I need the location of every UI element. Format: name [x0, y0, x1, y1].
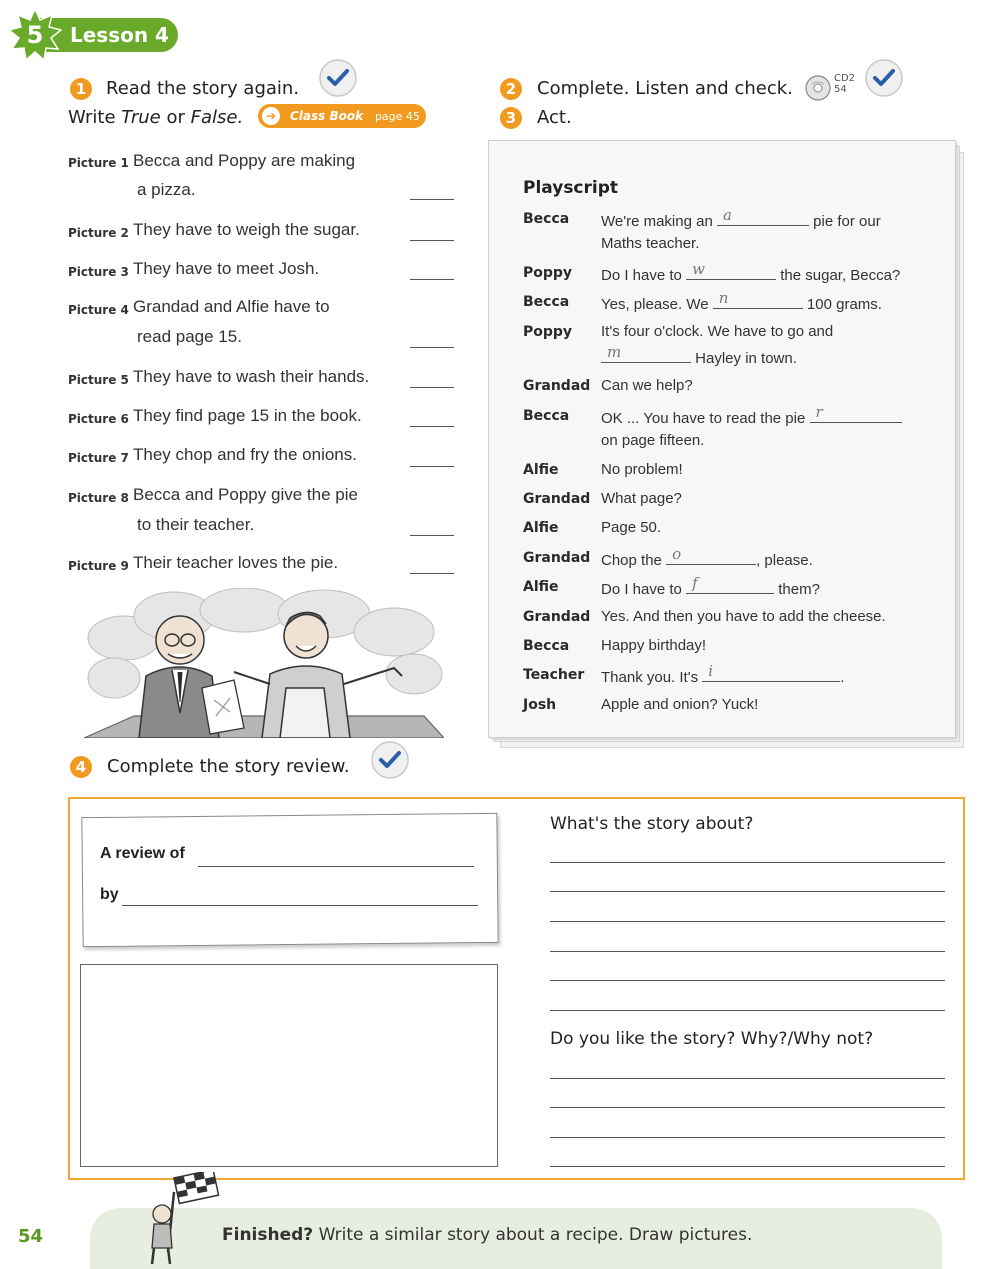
- review-title-input[interactable]: [198, 866, 474, 867]
- script-line-cont: on page fifteen.: [601, 432, 705, 449]
- picture-label: Picture 5: [68, 373, 129, 387]
- track-number: 54: [834, 84, 847, 95]
- speaker-name: Grandad: [523, 550, 591, 566]
- classbook-badge[interactable]: [258, 104, 426, 128]
- hint-letter: m: [607, 343, 622, 361]
- script-line: Happy birthday!: [601, 637, 707, 654]
- classbook-label: Class Book: [290, 109, 364, 123]
- gap-fill-blank[interactable]: [686, 260, 776, 280]
- line-text: Hayley in town.: [695, 350, 797, 367]
- true-word: True: [121, 107, 161, 128]
- hint-letter: o: [672, 545, 682, 563]
- statement-text-cont: a pizza.: [137, 180, 196, 199]
- page-number: 54: [18, 1226, 44, 1247]
- hint-letter: f: [692, 574, 698, 592]
- question-story-about: What's the story about?: [550, 814, 754, 834]
- speaker-name: Poppy: [523, 324, 573, 340]
- script-line: Can we help?: [601, 377, 693, 394]
- speaker-name: Alfie: [523, 520, 559, 536]
- line-text: Yes, please. We: [601, 296, 709, 313]
- story-illustration: [84, 588, 444, 738]
- gap-fill-blank[interactable]: [601, 343, 691, 363]
- flag-checks: [174, 1172, 219, 1203]
- picture-label: Picture 2: [68, 226, 129, 240]
- exercise-1-subinstruction: [68, 107, 243, 128]
- answer-line[interactable]: [550, 980, 945, 981]
- speaker-name: Becca: [523, 638, 570, 654]
- exercise-3-number: 3: [500, 107, 522, 129]
- script-line: [601, 574, 820, 598]
- exercise-4-instruction: Complete the story review.: [107, 756, 350, 777]
- answer-line[interactable]: [550, 921, 945, 922]
- picture-label: Picture 8: [68, 491, 129, 505]
- gap-fill-blank[interactable]: [713, 289, 803, 309]
- picture-label: Picture 3: [68, 265, 129, 279]
- answer-line[interactable]: [550, 862, 945, 863]
- answer-blank[interactable]: [410, 387, 454, 388]
- classbook-page: page 45: [374, 110, 420, 123]
- answer-blank[interactable]: [410, 279, 454, 280]
- script-line: [601, 260, 901, 284]
- review-of-label: A review of: [100, 845, 185, 862]
- finished-instruction: [222, 1225, 752, 1245]
- script-line: No problem!: [601, 461, 683, 478]
- answer-blank[interactable]: [410, 347, 454, 348]
- line-text: them?: [778, 581, 820, 598]
- line-text: We're making an: [601, 213, 713, 230]
- finished-label: Finished?: [222, 1225, 314, 1245]
- script-line: Yes. And then you have to add the cheese.: [601, 608, 886, 625]
- gap-fill-blank[interactable]: [810, 403, 902, 423]
- picture-label: Picture 7: [68, 451, 129, 465]
- script-line: Apple and onion? Yuck!: [601, 696, 759, 713]
- exercise-2-instruction: Complete. Listen and check.: [537, 78, 793, 99]
- exercise-3-instruction: Act.: [537, 107, 572, 128]
- checkered-flag-icon: [138, 1172, 220, 1268]
- check-icon[interactable]: [370, 740, 410, 780]
- speaker-name: Grandad: [523, 609, 591, 625]
- statement-text: Becca and Poppy are making: [133, 151, 356, 170]
- review-title-card: [81, 813, 498, 947]
- speaker-name: Teacher: [523, 667, 585, 683]
- statement-text: They chop and fry the onions.: [133, 445, 357, 464]
- check-icon[interactable]: [318, 58, 358, 98]
- speaker-name: Josh: [523, 697, 557, 713]
- gap-fill-blank[interactable]: [702, 662, 840, 682]
- hint-letter: r: [815, 403, 823, 421]
- line-text: OK ... You have to read the pie: [601, 410, 806, 427]
- arrow-right-icon: ➔: [262, 107, 280, 125]
- review-author-input[interactable]: [122, 905, 478, 906]
- statement-text-cont: read page 15.: [137, 327, 242, 346]
- hint-letter: i: [708, 662, 714, 680]
- speaker-name: Grandad: [523, 491, 591, 507]
- line-text: .: [840, 669, 845, 686]
- check-icon[interactable]: [864, 58, 904, 98]
- statement-text: They find page 15 in the book.: [133, 406, 362, 425]
- exercise-1-instruction: Read the story again.: [106, 78, 300, 99]
- hint-letter: w: [692, 260, 705, 278]
- script-line: Page 50.: [601, 519, 662, 536]
- speaker-name: Becca: [523, 408, 570, 424]
- answer-blank[interactable]: [410, 535, 454, 536]
- script-line: [601, 206, 881, 230]
- script-line-cont: Maths teacher.: [601, 235, 700, 252]
- cd-icon[interactable]: [804, 74, 832, 102]
- answer-blank[interactable]: [410, 240, 454, 241]
- answer-line[interactable]: [550, 1137, 945, 1138]
- script-line: It's four o'clock. We have to go and: [601, 323, 834, 340]
- line-text: pie for our: [813, 213, 881, 230]
- speaker-name: Alfie: [523, 462, 559, 478]
- answer-line[interactable]: [550, 1010, 945, 1011]
- script-line: What page?: [601, 490, 682, 507]
- answer-blank[interactable]: [410, 426, 454, 427]
- statement-text: Their teacher loves the pie.: [133, 553, 339, 572]
- statement-text: Grandad and Alfie have to: [133, 297, 330, 316]
- line-text: Do I have to: [601, 267, 682, 284]
- answer-blank[interactable]: [410, 573, 454, 574]
- gap-fill-blank[interactable]: [666, 545, 756, 565]
- lesson-number: 5: [26, 21, 44, 49]
- line-text: Thank you. It's: [601, 669, 699, 686]
- cd-label: CD2: [834, 73, 856, 84]
- hint-letter: a: [722, 206, 732, 224]
- gap-fill-blank[interactable]: [686, 574, 774, 594]
- speaker-name: Alfie: [523, 579, 559, 595]
- speaker-name: Grandad: [523, 378, 591, 394]
- playscript-title: Playscript: [523, 178, 619, 198]
- script-line-cont: [601, 343, 797, 367]
- script-line: [601, 289, 882, 313]
- picture-label: Picture 4: [68, 303, 129, 317]
- answer-blank[interactable]: [410, 466, 454, 467]
- statement-text-cont: to their teacher.: [137, 515, 255, 534]
- line-text: the sugar, Becca?: [780, 267, 901, 284]
- statement-text: Becca and Poppy give the pie: [133, 485, 358, 504]
- script-line: [601, 662, 845, 686]
- answer-line[interactable]: [550, 1078, 945, 1079]
- line-text: Do I have to: [601, 581, 682, 598]
- line-text: 100 grams.: [806, 296, 882, 313]
- answer-line[interactable]: [550, 891, 945, 892]
- finished-text: Write a similar story about a recipe. Draw pictures.: [318, 1225, 753, 1245]
- or-word: or: [166, 107, 185, 128]
- statement-text: They have to weigh the sugar.: [133, 220, 360, 239]
- speaker-name: Becca: [523, 211, 570, 227]
- exercise-4-number: 4: [70, 756, 92, 778]
- answer-line[interactable]: [550, 1166, 945, 1167]
- picture-label: Picture 1: [68, 156, 129, 170]
- exercise-1-number: 1: [70, 78, 92, 100]
- script-line: [601, 403, 902, 427]
- by-label: by: [100, 886, 119, 903]
- answer-line[interactable]: [550, 1107, 945, 1108]
- speaker-name: Becca: [523, 294, 570, 310]
- drawing-area[interactable]: [80, 964, 498, 1167]
- picture-label: Picture 9: [68, 559, 129, 573]
- line-text: , please.: [756, 552, 813, 569]
- false-word: False.: [190, 107, 244, 128]
- speaker-name: Poppy: [523, 265, 573, 281]
- question-like-story: Do you like the story? Why?/Why not?: [550, 1029, 874, 1049]
- answer-blank[interactable]: [410, 199, 454, 200]
- flour-bag: [202, 680, 244, 734]
- cd-track-label: [834, 73, 855, 95]
- statement-text: They have to wash their hands.: [133, 367, 370, 386]
- hint-letter: n: [718, 289, 729, 307]
- answer-line[interactable]: [550, 951, 945, 952]
- statement-text: They have to meet Josh.: [133, 259, 320, 278]
- exercise-2-number: 2: [500, 78, 522, 100]
- script-line: [601, 545, 813, 569]
- line-text: Chop the: [601, 552, 662, 569]
- write-word: Write: [68, 107, 116, 128]
- gap-fill-blank[interactable]: [717, 206, 809, 226]
- picture-label: Picture 6: [68, 412, 129, 426]
- lesson-label: Lesson 4: [70, 23, 169, 47]
